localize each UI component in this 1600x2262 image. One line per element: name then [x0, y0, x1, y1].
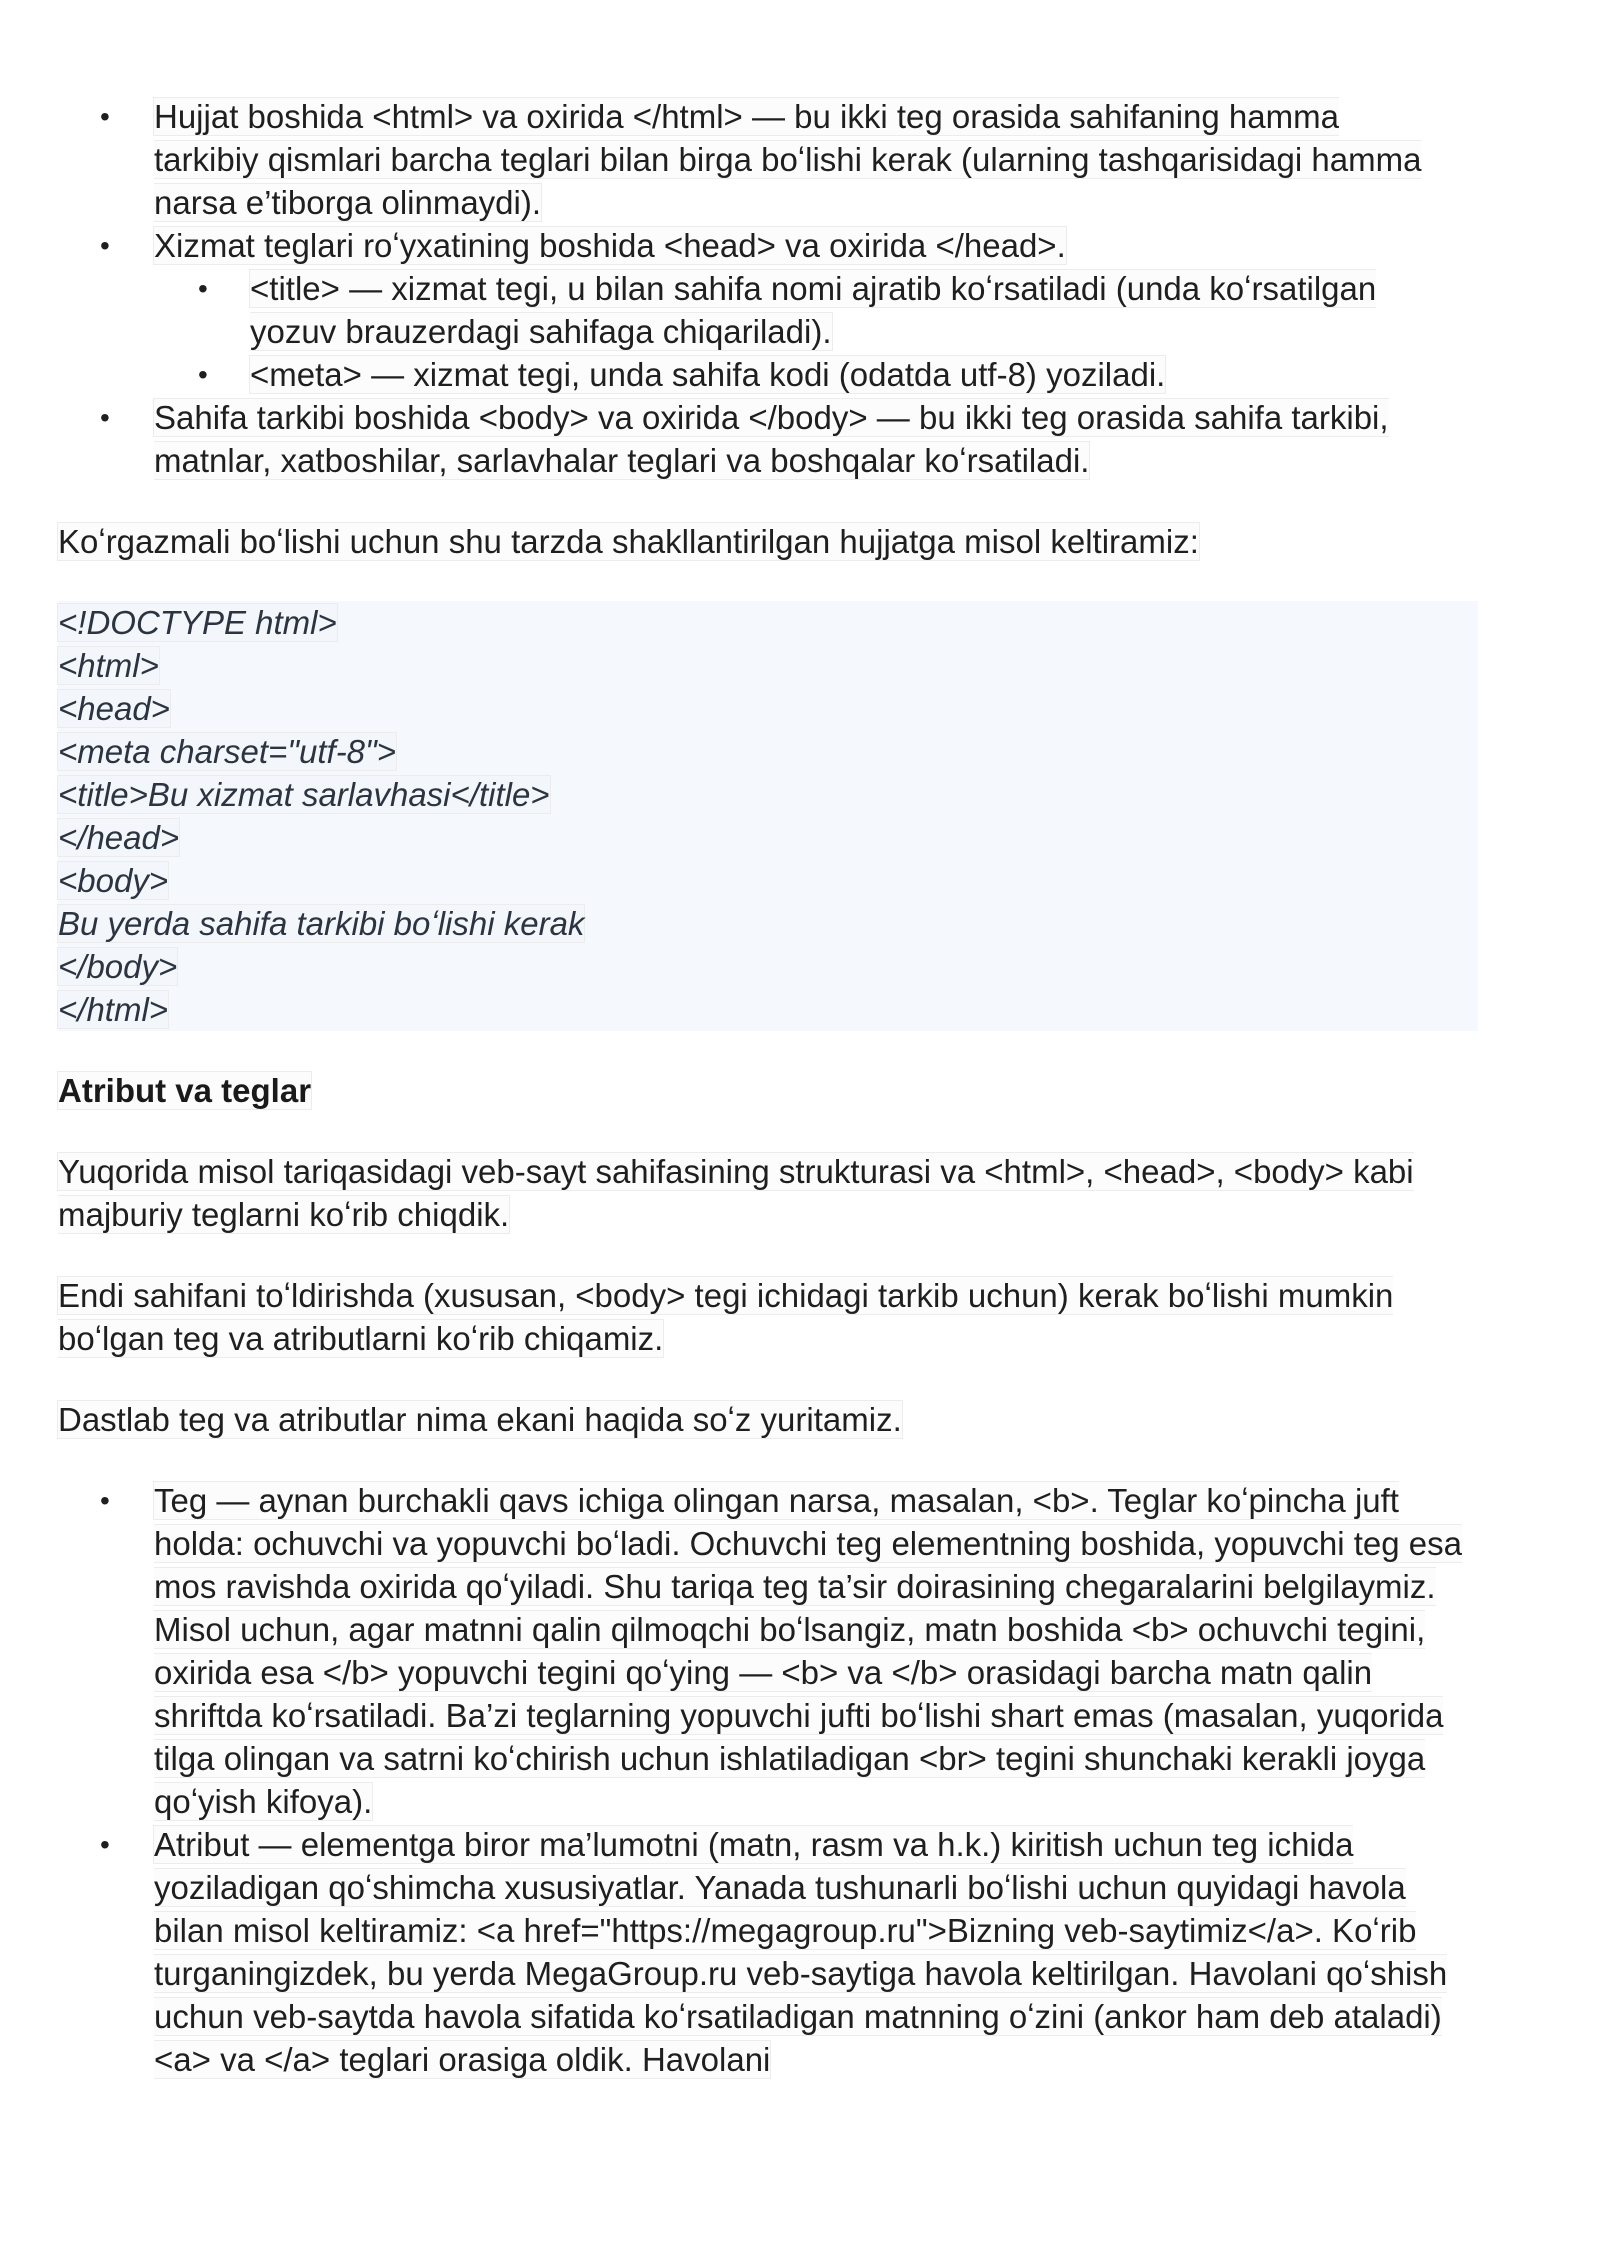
sublist-item-text: <title> — xizmat tegi, u bilan sahifa nomi ajratib koʻrsatiladi (unda koʻrsatilgan yozuv brauzerdagi sahifaga chiqariladi). — [250, 270, 1377, 350]
code-line-text: </body> — [58, 948, 178, 985]
code-line-text: </head> — [58, 819, 180, 856]
paragraph — [58, 1274, 1458, 1360]
list-item-text: Atribut — elementga biror ma’lumotni (matn, rasm va h.k.) kiritish uchun teg ichida yoziladigan qoʻshimcha xususiyatlar. Yanada tushunarli boʻlishi uchun quyidagi havola bilan misol keltiramiz: <a href="https://megagroup.ru">Bizning veb-saytimiz</a>. Koʻrib turganingizdek, bu yerda MegaGroup.ru veb-saytiga havola keltirilgan. Havolani qoʻshish uchun veb-saytda havola sifatida koʻrsatiladigan matnning oʻzini (ankor ham deb ataladi) <a> va </a> teglari orasiga oldik. Havolani — [154, 1826, 1448, 2078]
code-line — [58, 730, 1478, 773]
code-line — [58, 644, 1478, 687]
list-item-text: Xizmat teglari roʻyxatining boshida <head> va oxirida </head>. — [154, 227, 1066, 264]
code-line — [58, 687, 1478, 730]
sublist-item — [154, 267, 1448, 353]
section-heading — [58, 1069, 1478, 1112]
list-item-text: Teg — aynan burchakli qavs ichiga olingan narsa, masalan, <b>. Teglar koʻpincha juft holda: ochuvchi va yopuvchi boʻladi. Ochuvchi teg elementning boshida, yopuvchi teg esa mos ravishda oxirida qoʻyiladi. Shu tariqa teg ta’sir doirasining chegaralarini belgilaymiz. Misol uchun, agar matnni qalin qilmoqchi boʻlsangiz, matn boshida <b> ochuvchi tegini, oxirida esa </b> yopuvchi tegini qoʻying — <b> va </b> orasidagi barcha matn qalin shriftda koʻrsatiladi. Ba’zi teglarning yopuvchi jufti boʻlishi shart emas (masalan, yuqorida tilga olingan va satrni koʻchirish uchun ishlatiladigan <br> tegini shunchaki kerakli joyga qoʻyish kifoya). — [154, 1482, 1462, 1820]
head-sublist — [154, 267, 1448, 396]
paragraph-text: Dastlab teg va atributlar nima ekani haqida soʻz yuritamiz. — [58, 1401, 902, 1438]
code-line-text: <body> — [58, 862, 169, 899]
code-line — [58, 816, 1478, 859]
list-item — [58, 224, 1448, 396]
list-item — [58, 396, 1448, 482]
code-line-text: <html> — [58, 647, 159, 684]
document-page — [58, 95, 1478, 2081]
code-line — [58, 773, 1478, 816]
list-item — [58, 95, 1448, 224]
example-intro-paragraph — [58, 520, 1478, 563]
sublist-item-text: <meta> — xizmat tegi, unda sahifa kodi (odatda utf-8) yoziladi. — [250, 356, 1166, 393]
code-line-text: <head> — [58, 690, 170, 727]
code-line-text: <meta charset="utf-8"> — [58, 733, 397, 770]
example-intro-text: Koʻrgazmali boʻlishi uchun shu tarzda shakllantirilgan hujjatga misol keltiramiz: — [58, 523, 1199, 560]
code-line-text: Bu yerda sahifa tarkibi boʻlishi kerak — [58, 905, 585, 942]
code-line — [58, 988, 1478, 1031]
paragraph-text: Endi sahifani toʻldirishda (xususan, <body> tegi ichidagi tarkib uchun) kerak boʻlishi mumkin boʻlgan teg va atributlarni koʻrib chiqamiz. — [58, 1277, 1394, 1357]
section-heading-text: Atribut va teglar — [58, 1072, 312, 1109]
code-line-text: </html> — [58, 991, 169, 1028]
paragraph-text: Yuqorida misol tariqasidagi veb-sayt sahifasining strukturasi va <html>, <head>, <body> kabi majburiy teglarni koʻrib chiqdik. — [58, 1153, 1414, 1233]
list-item-text: Hujjat boshida <html> va oxirida </html> — bu ikki teg orasida sahifaning hamma tarkibiy qismlari barcha teglari bilan birga boʻlishi kerak (ularning tashqarisidagi hamma narsa e’tiborga olinmaydi). — [154, 98, 1422, 221]
list-item — [58, 1479, 1478, 1823]
code-example-block — [58, 601, 1478, 1031]
definitions-list — [58, 1479, 1478, 2081]
code-line — [58, 601, 1478, 644]
code-line-text: <title>Bu xizmat sarlavhasi</title> — [58, 776, 550, 813]
structure-list — [58, 95, 1448, 482]
list-item-text: Sahifa tarkibi boshida <body> va oxirida </body> — bu ikki teg orasida sahifa tarkibi, matnlar, xatboshilar, sarlavhalar teglari va boshqalar koʻrsatiladi. — [154, 399, 1389, 479]
code-line — [58, 945, 1478, 988]
code-line-text: <!DOCTYPE html> — [58, 604, 337, 641]
list-item — [58, 1823, 1478, 2081]
code-line — [58, 859, 1478, 902]
sublist-item — [154, 353, 1448, 396]
paragraph — [58, 1398, 1478, 1441]
code-line — [58, 902, 1478, 945]
paragraph — [58, 1150, 1468, 1236]
